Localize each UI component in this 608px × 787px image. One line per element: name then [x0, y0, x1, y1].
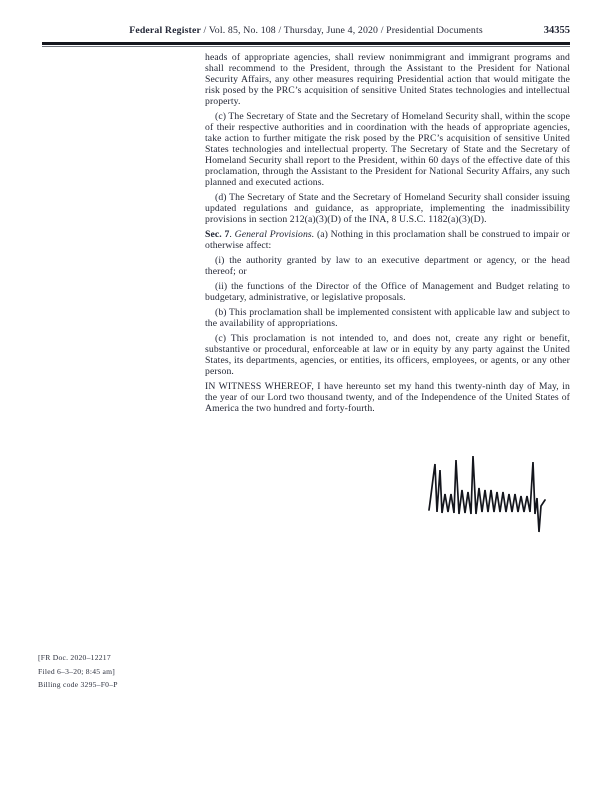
page-number: 34355: [543, 25, 570, 36]
paragraph-sec7: [205, 225, 570, 251]
presidential-signature: [425, 450, 575, 550]
paragraph-c1: (c) The Secretary of State and the Secretary of Homeland Security shall, within the scope of their respective authorities and in coordination with the heads of appropriate agencies, take action to further mitigate the risk posed by the PRC’s acquisition of sensitive United States technologies and intellectual property. The Secretary of State and the Secretary of Homeland Security shall report to the President, within 60 days of the effective date of this proclamation, through the Assistant to the President for National Security Affairs, any such planned and executed actions.: [205, 111, 570, 188]
document-body: [205, 52, 570, 414]
paragraph-b: (b) This proclamation shall be implemented consistent with applicable law and subject to the availability of appropriations.: [205, 307, 570, 329]
header-rule-thin: [42, 46, 570, 47]
paragraph-witness: IN WITNESS WHEREOF, I have hereunto set my hand this twenty-ninth day of May, in the year of our Lord two thousand twenty, and of the Independence of the United States of America the two hundred and forty-fourth.: [205, 381, 570, 414]
sec7-label: Sec. 7: [205, 229, 230, 240]
header-title: [42, 25, 570, 36]
paragraph-i: (i) the authority granted by law to an executive department or agency, or the head thereof; or: [205, 255, 570, 277]
sec7-title: General Provisions.: [234, 229, 315, 240]
billing-code: Billing code 3295–F0–P: [38, 680, 118, 689]
sec7-rest: (a) Nothing in this proclamation shall be construed to impair or otherwise affect:: [205, 229, 570, 251]
filed-date: Filed 6–3–20; 8:45 am]: [38, 666, 116, 676]
paragraph-intro: heads of appropriate agencies, shall review nonimmigrant and immigrant programs and shall recommend to the President, through the Assistant to the President for National Security Affairs, any other measures requiring Presidential action that would mitigate the risk posed by the PRC’s acquisition of sensitive United States technologies and intellectual property.: [205, 52, 570, 107]
sec7-separator: .: [229, 229, 235, 240]
paragraph-c2: (c) This proclamation is not intended to, and does not, create any right or benefit, substantive or procedural, enforceable at law or in equity by any party against the United States, its departments, agencies, or entities, its officers, employees, or agents, or any other person.: [205, 333, 570, 377]
paragraph-d: (d) The Secretary of State and the Secretary of Homeland Security shall consider issuing updated regulations and guidance, as appropriate, implementing the inadmissibility provisions in section 212(a)(3)(D) of the INA, 8 U.S.C. 1182(a)(3)(D).: [205, 192, 570, 225]
paragraph-ii: (ii) the functions of the Director of the Office of Management and Budget relating to budgetary, administrative, or legislative proposals.: [205, 281, 570, 303]
header-line: [42, 25, 570, 39]
fr-doc-number: [FR Doc. 2020–12217: [38, 653, 111, 662]
journal-name: Federal Register: [129, 25, 201, 36]
issue-info: / Vol. 85, No. 108 / Thursday, June 4, 2020 / Presidential Documents: [200, 25, 483, 36]
page-footer: [38, 651, 118, 692]
page-header: [42, 25, 570, 47]
signature-icon: [425, 450, 575, 550]
header-rule-thick: [42, 42, 570, 45]
